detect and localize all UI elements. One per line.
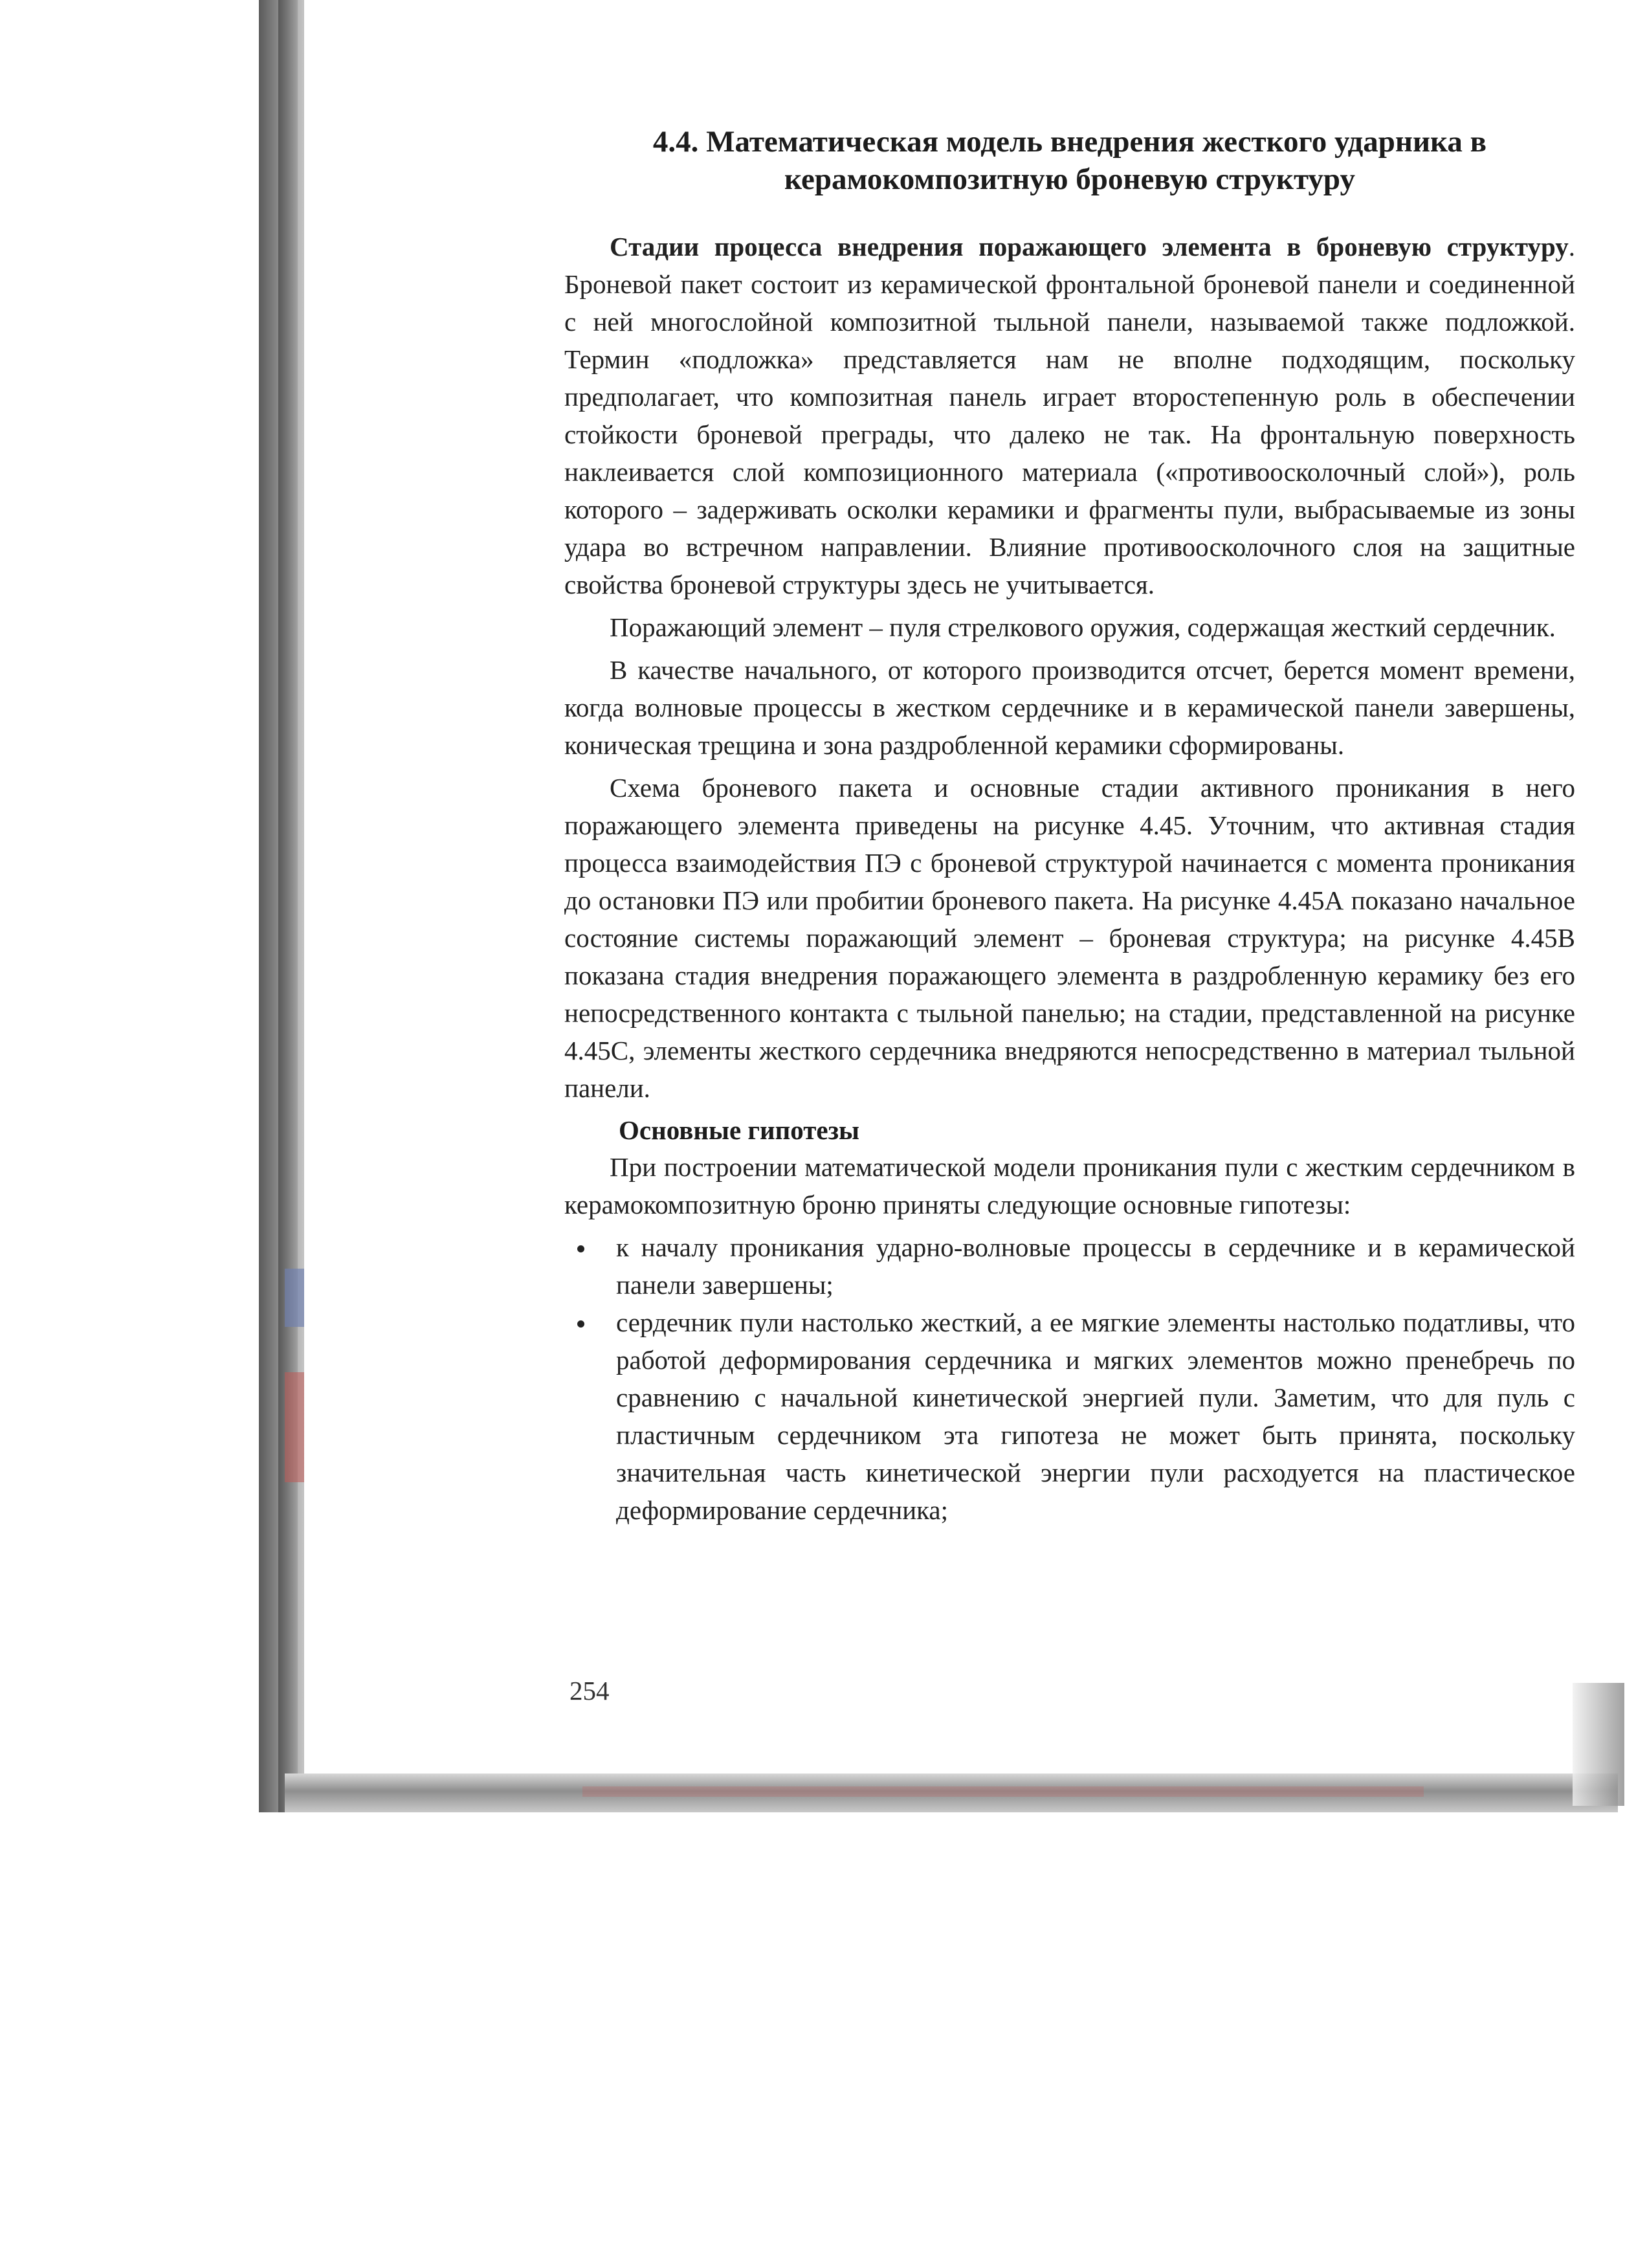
section-title-line2: керамокомпозитную броневую структуру (784, 162, 1355, 196)
binding-gutter (278, 0, 298, 1812)
paragraph-stages-body: . Броневой пакет состоит из керамической фронтальной броневой панели и соединенной с ней многослойной композитной тыльной панели, называемой также подложкой. Термин «подложка» представляется нам не вполне подходящим, поскольку предполагает, что композитная панель играет второстепенную роль в обеспечении стойкости броневой преграды, что далеко не так. На фронтальную поверхность наклеивается слой композиционного материала («противоосколочный слой»), роль которого – задерживать осколки керамики и фрагменты пули, выбрасываемые из зоны удара во встречном направлении. Влияние противоосколочного слоя на защитные свойства броневой структуры здесь не учитывается. (564, 232, 1575, 599)
hypotheses-list (564, 1228, 1575, 1529)
paragraph-stages (564, 228, 1575, 603)
hypothesis-text: к началу проникания ударно-волновые процессы в сердечнике и в керамической панели завершены; (616, 1232, 1575, 1300)
book-right-edge (1573, 1683, 1624, 1806)
section-title-line1: 4.4. Математическая модель внедрения жесткого ударника в (652, 125, 1487, 159)
paragraph-initial-moment: В качестве начального, от которого производится отсчет, берется момент времени, когда волновые процессы в жестком сердечнике и в керамической панели завершены, коническая трещина и зона раздробленной керамики сформированы. (564, 655, 1575, 760)
paragraph-striking-element: Поражающий элемент – пуля стрелкового оружия, содержащая жесткий сердечник. (610, 612, 1556, 642)
section-title (564, 123, 1575, 198)
list-item (564, 1304, 1575, 1529)
paragraph-stages-heading: Стадии процесса внедрения поражающего элемента в броневую структуру (610, 232, 1569, 261)
book-bottom-edge-tint (582, 1786, 1424, 1797)
page-number: 254 (569, 1676, 610, 1706)
paragraph-figure-description: Схема броневого пакета и основные стадии активного проникания в него поражающего элемента приведены на рисунке 4.45. Уточним, что активная стадия процесса взаимодействия ПЭ с броневой структурой начинается с момента проникания до остановки ПЭ или пробитии броневого пакета. На рисунке 4.45А показано начальное состояние системы поражающий элемент – броневая структура; на рисунке 4.45В показана стадия внедрения поражающего элемента в раздробленную керамику без его непосредственного контакта с тыльной панелью; на стадии, представленной на рисунке 4.45С, элементы жесткого сердечника внедряются непосредственно в материал тыльной панели. (564, 773, 1575, 1103)
hypotheses-heading: Основные гипотезы (619, 1115, 860, 1145)
page-text (564, 123, 1575, 1529)
list-item (564, 1228, 1575, 1304)
hypotheses-intro: При построении математической модели проникания пули с жестким сердечником в керамокомпозитную броню приняты следующие основные гипотезы: (564, 1152, 1575, 1219)
hypothesis-text: сердечник пули настолько жесткий, а ее мягкие элементы настолько податливы, что работой деформирования сердечника и мягких элементов можно пренебречь по сравнению с начальной кинетической энергией пули. Заметим, что для пуль с пластичным сердечником эта гипотеза не может быть принята, поскольку значительная часть кинетической энергии пули расходуется на пластическое деформирование сердечника; (616, 1307, 1575, 1525)
